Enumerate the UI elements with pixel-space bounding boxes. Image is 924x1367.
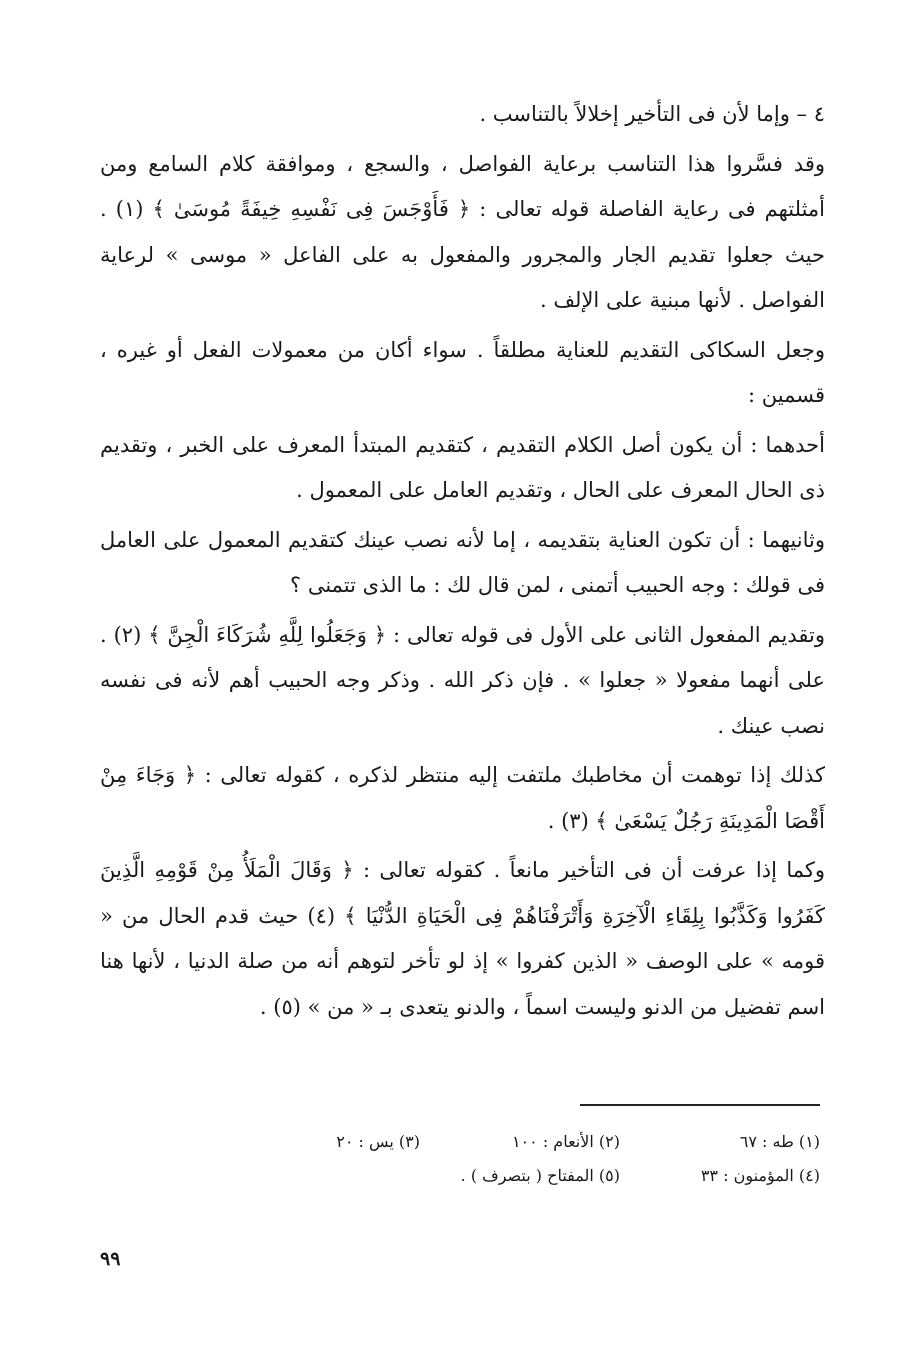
paragraph-2: وقد فسَّروا هذا التناسب برعاية الفواصل ، والسجع ، وموافقة كلام السامع ومن أمثلتهم فى رعاية الفاصلة قوله تعالى : ﴿ فَأَوْجَسَ فِى نَفْسِهِ خِيفَةً مُوسَىٰ ﴾ (١) . حيث جعلوا تقديم الجار والمجرور والمفعول به على الفاعل « موسى » لرعاية الفواصل . لأنها مبنية على الإلف . (100, 151, 825, 312)
footnote-empty (220, 1159, 420, 1193)
paragraph-6: وتقديم المفعول الثانى على الأول فى قوله تعالى : ﴿ وَجَعَلُوا لِلَّهِ شُرَكَاءَ الْجِنَّ ﴾ (٢) . على أنهما مفعولا « جعلوا » . فإن ذكر الله . وذكر وجه الحبيب أهم لأنه فى نفسه نصب عينك . (100, 622, 826, 738)
paragraph-4: أحدهما : أن يكون أصل الكلام التقديم ، كتقديم المبتدأ المعرف على الخبر ، وتقديم ذى الحال المعرف على الحال ، وتقديم العامل على المعمول . (100, 432, 825, 502)
paragraph-7: كذلك إذا توهمت أن مخاطبك ملتفت إليه منتظر لذكره ، كقوله تعالى : ﴿ وَجَاءَ مِنْ أَقْصَا الْمَدِينَةِ رَجُلٌ يَسْعَىٰ ﴾ (٣) . (100, 763, 825, 833)
paragraph-5: وثانيهما : أن تكون العناية بتقديمه ، إما لأنه نصب عينك كتقديم المعمول على العامل فى قولك : وجه الحبيب أتمنى ، لمن قال لك : ما الذى تتمنى ؟ (100, 527, 825, 597)
footnotes (200, 1125, 820, 1193)
paragraph-3: وجعل السكاكى التقديم للعناية مطلقاً . سواء أكان من معمولات الفعل أو غيره ، قسمين : (100, 337, 825, 407)
main-text (100, 92, 825, 1030)
footnote-3: (٣) يس : ٢٠ (336, 1132, 420, 1151)
page-number: ٩٩ (100, 1248, 121, 1270)
footnote-row (200, 1125, 820, 1159)
paragraph-1: ٤ – وإما لأن فى التأخير إخلالاً بالتناسب . (479, 102, 825, 126)
footnote-row (200, 1159, 820, 1193)
footnote-separator (580, 1104, 820, 1106)
footnote-2: (٢) الأنعام : ١٠٠ (511, 1132, 620, 1151)
footnote-4: (٤) المؤمنون : ٣٣ (700, 1166, 820, 1185)
footnote-5: (٥) المفتاح ( بتصرف ) . (460, 1166, 620, 1185)
paragraph-8: وكما إذا عرفت أن فى التأخير مانعاً . كقوله تعالى : ﴿ وَقَالَ الْمَلَأُ مِنْ قَوْمِهِ الَّذِينَ كَفَرُوا وَكَذَّبُوا بِلِقَاءِ الْآخِرَةِ وَأَتْرَفْنَاهُمْ فِى الْحَيَاةِ الدُّنْيَا ﴾ (٤) حيث قدم الحال من « قومه » على الوصف « الذين كفروا » إذ لو تأخر لتوهم أنه من صلة الدنيا ، لأنها هنا اسم تفضيل من الدنو وليست اسماً ، والدنو يتعدى بـ « من » (٥) . (100, 858, 825, 1019)
footnote-1: (١) طه : ٦٧ (739, 1132, 820, 1151)
